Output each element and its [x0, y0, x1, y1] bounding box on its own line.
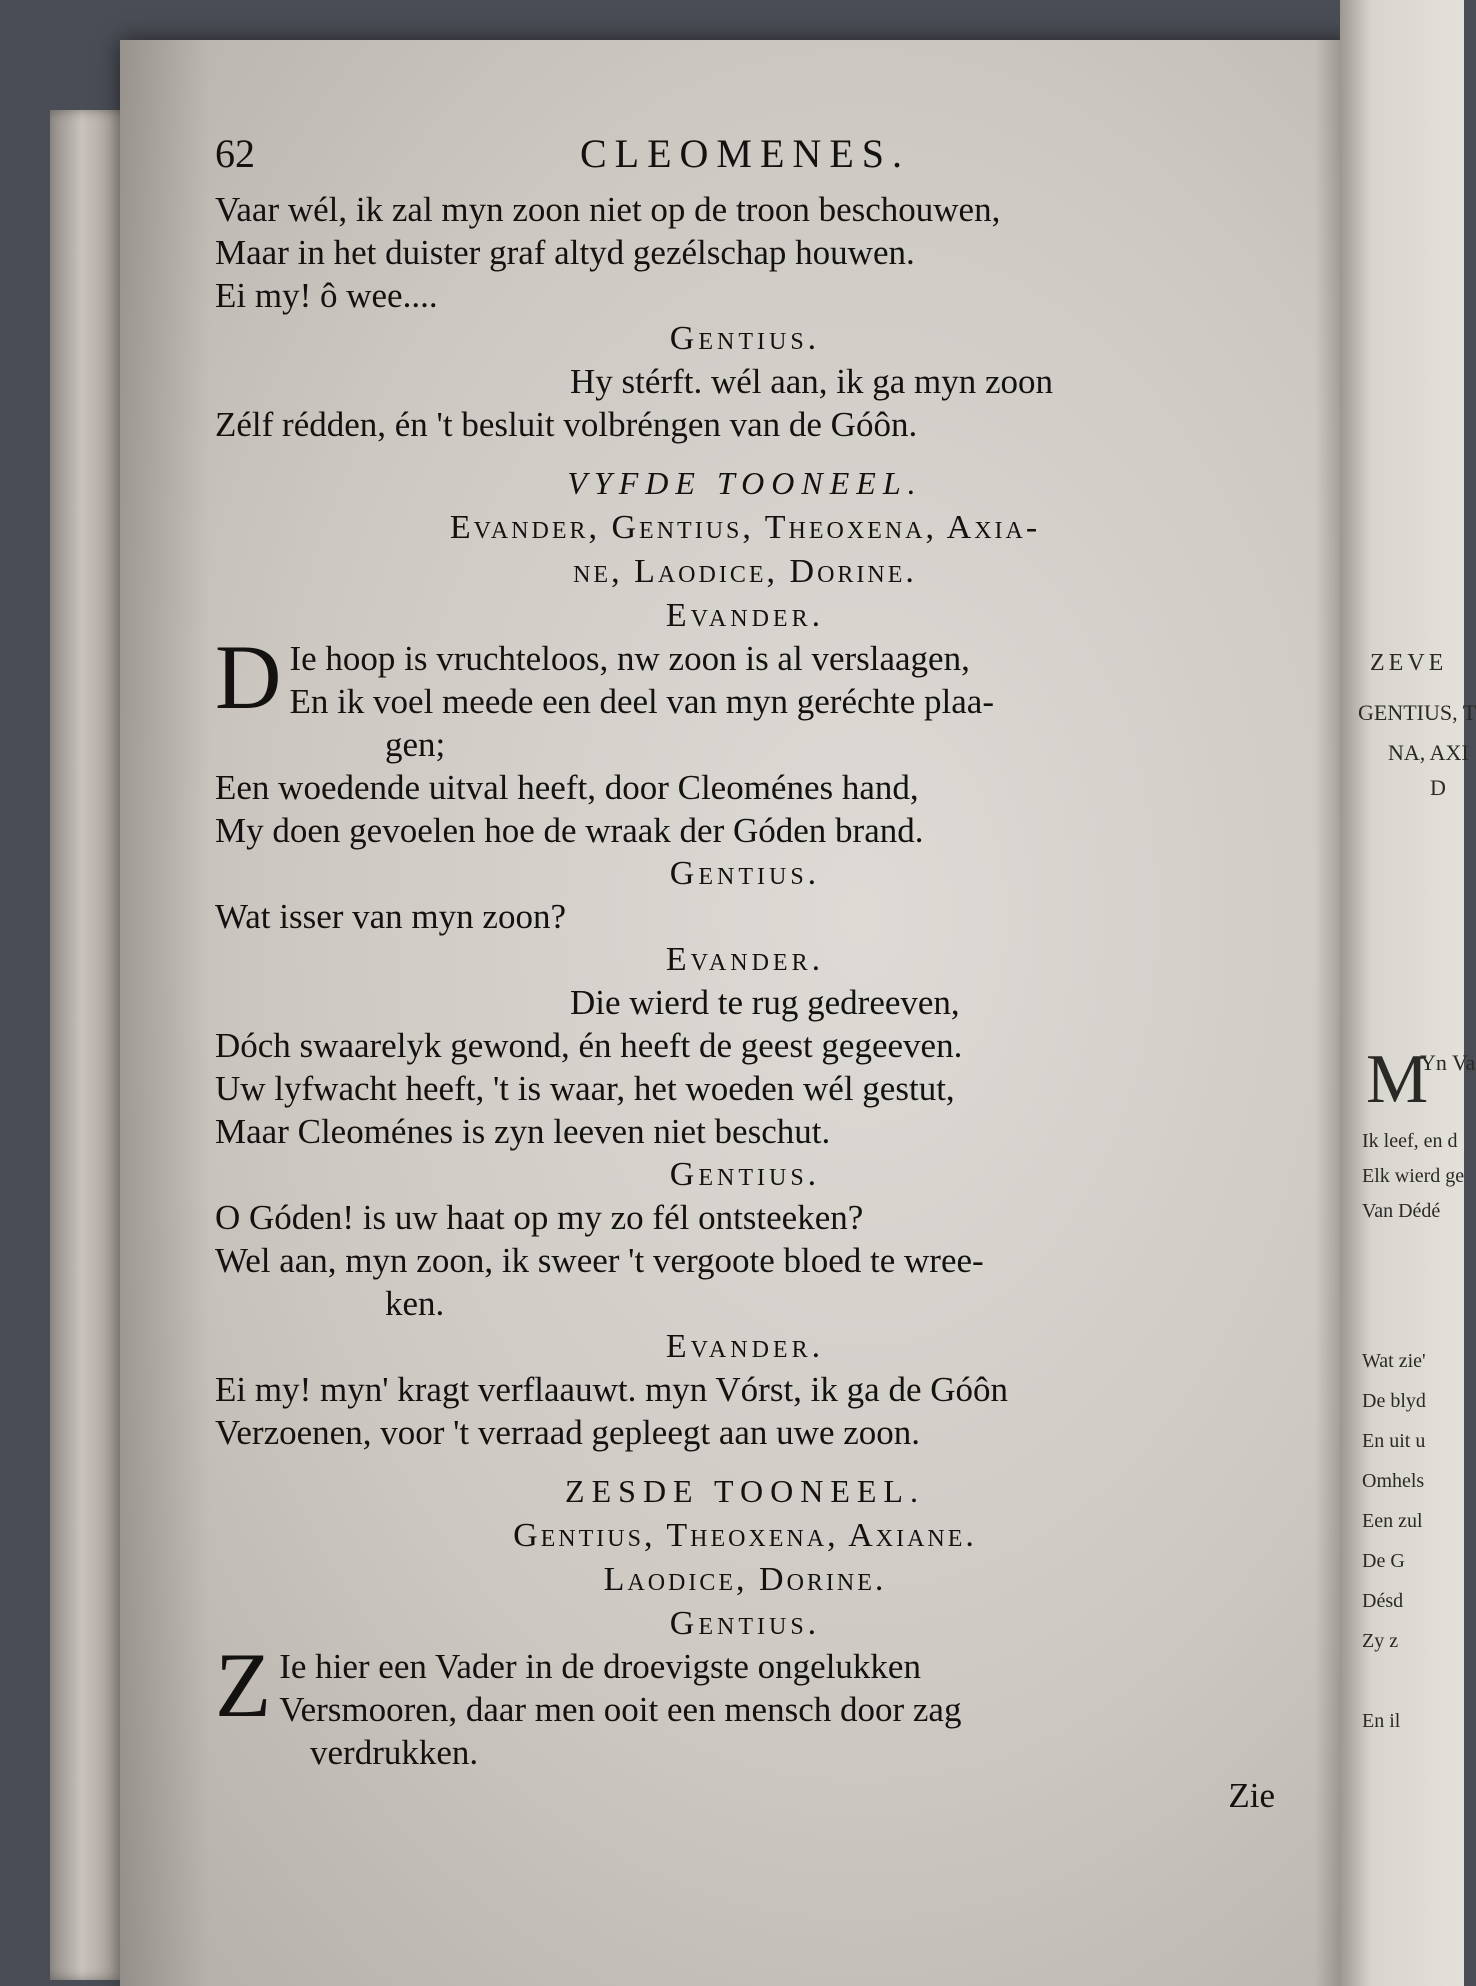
verse-line: Zélf rédden, én 't besluit volbréngen van de Góôn.	[215, 405, 918, 444]
running-title: CLEOMENES.	[580, 131, 910, 176]
facing-page-text: En il	[1362, 1710, 1401, 1732]
scene-heading: ZESDE TOONEEL.	[565, 1473, 925, 1509]
cast-list: Laodice, Dorine.	[603, 1561, 887, 1598]
page-number: 62	[215, 131, 255, 176]
facing-page-text: D	[1430, 775, 1446, 800]
facing-page-text: De G	[1362, 1550, 1405, 1572]
verse-line: Versmooren, daar men ooit een mensch door zag	[279, 1690, 962, 1729]
verse-line: Maar Cleoménes is zyn leeven niet beschut.	[215, 1112, 831, 1151]
speaker-name: Gentius.	[669, 855, 821, 892]
facing-page-text: Van Dédé	[1362, 1200, 1441, 1222]
facing-page-text: GENTIUS, T	[1358, 700, 1476, 725]
facing-page-text: Een zul	[1362, 1510, 1423, 1532]
cast-list: Gentius, Theoxena, Axiane.	[513, 1517, 977, 1554]
verse-line: O Góden! is uw haat op my zo fél ontsteeken?	[215, 1198, 864, 1237]
verse-line: gen;	[385, 725, 446, 764]
drop-cap-paragraph	[215, 626, 1275, 728]
verse-line: Verzoenen, voor 't verraad gepleegt aan uwe zoon.	[215, 1413, 921, 1452]
page-text	[215, 130, 1275, 1817]
verse-line: Wel aan, myn zoon, ik sweer 't vergoote bloed te wree-	[215, 1241, 984, 1280]
verse-line: Uw lyfwacht heeft, 't is waar, het woeden wél gestut,	[215, 1069, 955, 1108]
verse-line: My doen gevoelen hoe de wraak der Góden brand.	[215, 811, 924, 850]
cast-list: ne, Laodice, Dorine.	[573, 553, 917, 590]
drop-cap: Z	[215, 1634, 272, 1736]
page-edge-shadow	[120, 40, 210, 1986]
facing-page-text: En uit u	[1362, 1430, 1426, 1452]
drop-cap-paragraph	[215, 1634, 1275, 1736]
verse-line: Vaar wél, ik zal myn zoon niet op de troon beschouwen,	[215, 190, 1001, 229]
speaker-name: Gentius.	[669, 1156, 821, 1193]
speaker-name: Gentius.	[669, 320, 821, 357]
verse-line: Ie hier een Vader in de droevigste ongelukken	[279, 1647, 921, 1686]
verse-line: Wat isser van myn zoon?	[215, 897, 566, 936]
verse-line: verdrukken.	[310, 1733, 479, 1772]
speaker-name: Evander.	[665, 941, 825, 978]
speaker-name: Gentius.	[669, 1605, 821, 1642]
facing-page-text: Wat zie'	[1362, 1350, 1426, 1372]
facing-page-text: Désd	[1362, 1590, 1404, 1612]
facing-page-text: Ik leef, en d	[1362, 1130, 1458, 1152]
facing-page-text: Zy z	[1362, 1630, 1399, 1652]
speaker-name: Evander.	[665, 597, 825, 634]
facing-page-text: NA, AXI	[1388, 740, 1469, 765]
verse-line: Maar in het duister graf altyd gezélschap houwen.	[215, 233, 915, 272]
verse-line: Ei my! ô wee....	[215, 276, 438, 315]
scene-heading: VYFDE TOONEEL.	[567, 465, 923, 501]
drop-cap: D	[215, 626, 282, 728]
verse-line: Ei my! myn' kragt verflaauwt. myn Vórst, ik ga de Góôn	[215, 1370, 1009, 1409]
catchword: Zie	[1228, 1776, 1275, 1815]
verse-line: En ik voel meede een deel van myn geréchte plaa-	[289, 682, 994, 721]
facing-page	[1340, 0, 1476, 1986]
verse-line: Een woedende uitval heeft, door Cleoménes hand,	[215, 768, 919, 807]
speaker-name: Evander.	[665, 1328, 825, 1365]
verse-line: Hy stérft. wél aan, ik ga myn zoon	[570, 362, 1054, 401]
verse-line: ken.	[385, 1284, 445, 1323]
facing-page-text: ZEVE	[1370, 650, 1448, 676]
verse-line: Dóch swaarelyk gewond, én heeft de geest gegeeven.	[215, 1026, 963, 1065]
facing-page-text: De blyd	[1362, 1390, 1426, 1412]
facing-page-text: Omhels	[1362, 1470, 1425, 1492]
running-header	[215, 130, 1275, 188]
verse-line: Ie hoop is vruchteloos, nw zoon is al verslaagen,	[289, 639, 970, 678]
cast-list: Evander, Gentius, Theoxena, Axia-	[449, 509, 1041, 546]
facing-page-text: Elk wierd ge	[1362, 1165, 1465, 1187]
facing-page-text: Yn Va	[1420, 1050, 1476, 1075]
facing-page-text: M	[1366, 1041, 1429, 1118]
verse-line: Die wierd te rug gedreeven,	[570, 983, 960, 1022]
